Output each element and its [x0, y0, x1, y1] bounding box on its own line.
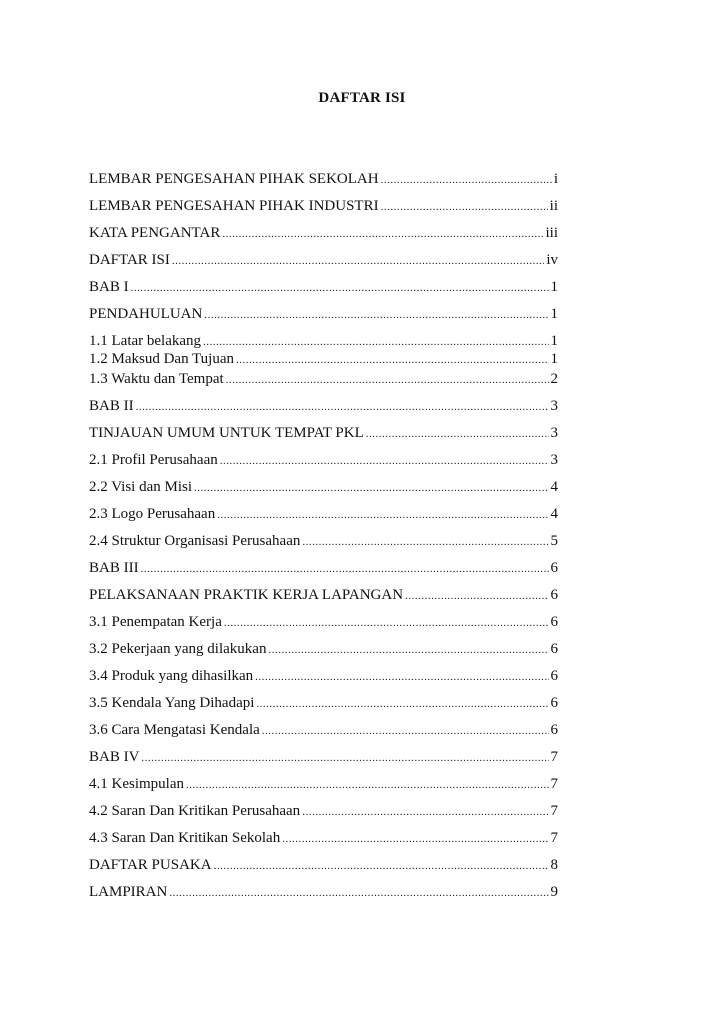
toc-entry-title: DAFTAR ISI [89, 252, 170, 268]
toc-leader-dots [141, 560, 549, 578]
toc-leader-dots [141, 749, 548, 767]
toc-entry-title: 1.2 Maksud Dan Tujuan [89, 351, 235, 367]
toc-entry [89, 350, 558, 369]
toc-entry-page: 3 [550, 398, 558, 414]
toc-entry-page: 4 [550, 479, 558, 495]
toc-entry-page: 7 [550, 830, 558, 846]
toc-entry-page: 4 [550, 506, 558, 522]
toc-entry-title: 1.1 Latar belakang [89, 333, 202, 349]
toc-entry-title: LAMPIRAN [89, 884, 168, 900]
toc-leader-dots [214, 857, 549, 875]
toc-entry-page: 2 [550, 371, 558, 387]
toc-leader-dots [302, 803, 548, 821]
toc-leader-dots [255, 668, 548, 686]
toc-entry [89, 721, 558, 740]
toc-entry-page: 5 [550, 533, 558, 549]
toc-entry-page: 3 [550, 425, 558, 441]
toc-leader-dots [194, 479, 548, 497]
toc-entry-title: 2.3 Logo Perusahaan [89, 506, 216, 522]
toc-entry [89, 802, 558, 821]
toc-entry-page: 8 [550, 857, 558, 873]
toc-entry-title: 3.1 Penempatan Kerja [89, 614, 222, 630]
toc-entry-page: 6 [550, 695, 558, 711]
toc-entry-title: BAB IV [89, 749, 140, 765]
toc-entry-title: BAB I [89, 279, 129, 295]
toc-entry [89, 332, 558, 351]
toc-entry-page: 1 [550, 333, 558, 349]
toc-leader-dots [222, 225, 543, 243]
toc-entry [89, 170, 558, 189]
toc-entry [89, 451, 558, 470]
toc-entry-title: 3.4 Produk yang dihasilkan [89, 668, 254, 684]
toc-entry-title: DAFTAR PUSAKA [89, 857, 212, 873]
toc-entry-page: 6 [550, 641, 558, 657]
toc-entry-page: 6 [550, 587, 558, 603]
toc-leader-dots [405, 587, 548, 605]
toc-leader-dots [186, 776, 549, 794]
toc-leader-dots [136, 398, 549, 416]
toc-entry-title: TINJAUAN UMUM UNTUK TEMPAT PKL [89, 425, 364, 441]
toc-entry-title: 2.4 Struktur Organisasi Perusahaan [89, 533, 301, 549]
toc-entry-page: iii [545, 225, 558, 241]
toc-entry-page: 6 [550, 668, 558, 684]
toc-entry [89, 505, 558, 524]
toc-entry-page: 3 [550, 452, 558, 468]
toc-leader-dots [131, 279, 549, 297]
toc-entry-page: i [553, 171, 558, 187]
toc-entry-title: 4.3 Saran Dan Kritikan Sekolah [89, 830, 281, 846]
page-title: DAFTAR ISI [318, 90, 406, 106]
toc-entry [89, 775, 558, 794]
toc-entry-title: 2.2 Visi dan Misi [89, 479, 193, 495]
toc-entry-page: 1 [550, 306, 558, 322]
toc-entry [89, 397, 558, 416]
toc-entry [89, 883, 558, 902]
toc-entry [89, 694, 558, 713]
toc-leader-dots [172, 252, 544, 270]
toc-entry-title: KATA PENGANTAR [89, 225, 221, 241]
toc-entry [89, 640, 558, 659]
toc-entry [89, 224, 558, 243]
toc-entry-page: 6 [550, 614, 558, 630]
toc-entry-page: 6 [550, 560, 558, 576]
toc-entry-page: 7 [550, 776, 558, 792]
toc-entry-page: 1 [550, 279, 558, 295]
toc-entry-title: BAB III [89, 560, 139, 576]
toc-entry [89, 856, 558, 875]
toc-entry-title: 3.6 Cara Mengatasi Kendala [89, 722, 260, 738]
toc-entry [89, 559, 558, 578]
toc-leader-dots [268, 641, 548, 659]
toc-leader-dots [203, 333, 548, 351]
toc-entry-title: PELAKSANAAN PRAKTIK KERJA LAPANGAN [89, 587, 404, 603]
toc-entry-title: 4.2 Saran Dan Kritikan Perusahaan [89, 803, 301, 819]
toc-entry-page: ii [549, 198, 558, 214]
toc-entry [89, 667, 558, 686]
toc-entry-title: 4.1 Kesimpulan [89, 776, 184, 792]
toc-leader-dots [217, 506, 548, 524]
toc-leader-dots [256, 695, 548, 713]
toc-entry-title: LEMBAR PENGESAHAN PIHAK INDUSTRI [89, 198, 379, 214]
toc-entry-title: PENDAHULUAN [89, 306, 203, 322]
toc-leader-dots [262, 722, 549, 740]
toc-leader-dots [226, 371, 549, 389]
toc-entry-title: LEMBAR PENGESAHAN PIHAK SEKOLAH [89, 171, 379, 187]
toc-leader-dots [282, 830, 548, 848]
toc-entry [89, 532, 558, 551]
toc-entry-page: iv [546, 252, 558, 268]
toc-entry-page: 7 [550, 749, 558, 765]
toc-entry-title: 3.5 Kendala Yang Dihadapi [89, 695, 255, 711]
toc-entry [89, 197, 558, 216]
toc-leader-dots [224, 614, 549, 632]
toc-leader-dots [220, 452, 549, 470]
toc-leader-dots [236, 351, 548, 369]
toc-entry-title: BAB II [89, 398, 134, 414]
toc-leader-dots [381, 171, 552, 189]
toc-entry [89, 251, 558, 270]
toc-entry [89, 478, 558, 497]
toc-entry-page: 1 [550, 351, 558, 367]
toc-entry [89, 278, 558, 297]
toc-leader-dots [169, 884, 548, 902]
toc-entry-page: 9 [550, 884, 558, 900]
toc-entry-title: 3.2 Pekerjaan yang dilakukan [89, 641, 267, 657]
toc-leader-dots [366, 425, 549, 443]
toc-entry-page: 6 [550, 722, 558, 738]
toc-leader-dots [204, 306, 548, 324]
toc-entry-page: 7 [550, 803, 558, 819]
toc-entry-title: 2.1 Profil Perusahaan [89, 452, 218, 468]
toc-entry-title: 1.3 Waktu dan Tempat [89, 371, 224, 387]
toc-leader-dots [302, 533, 548, 551]
toc-leader-dots [381, 198, 548, 216]
toc-entry [89, 748, 558, 767]
toc-entry [89, 305, 558, 324]
toc-entry [89, 424, 558, 443]
toc-entry [89, 370, 558, 389]
toc-entry [89, 613, 558, 632]
toc-entry [89, 586, 558, 605]
toc-entry [89, 829, 558, 848]
